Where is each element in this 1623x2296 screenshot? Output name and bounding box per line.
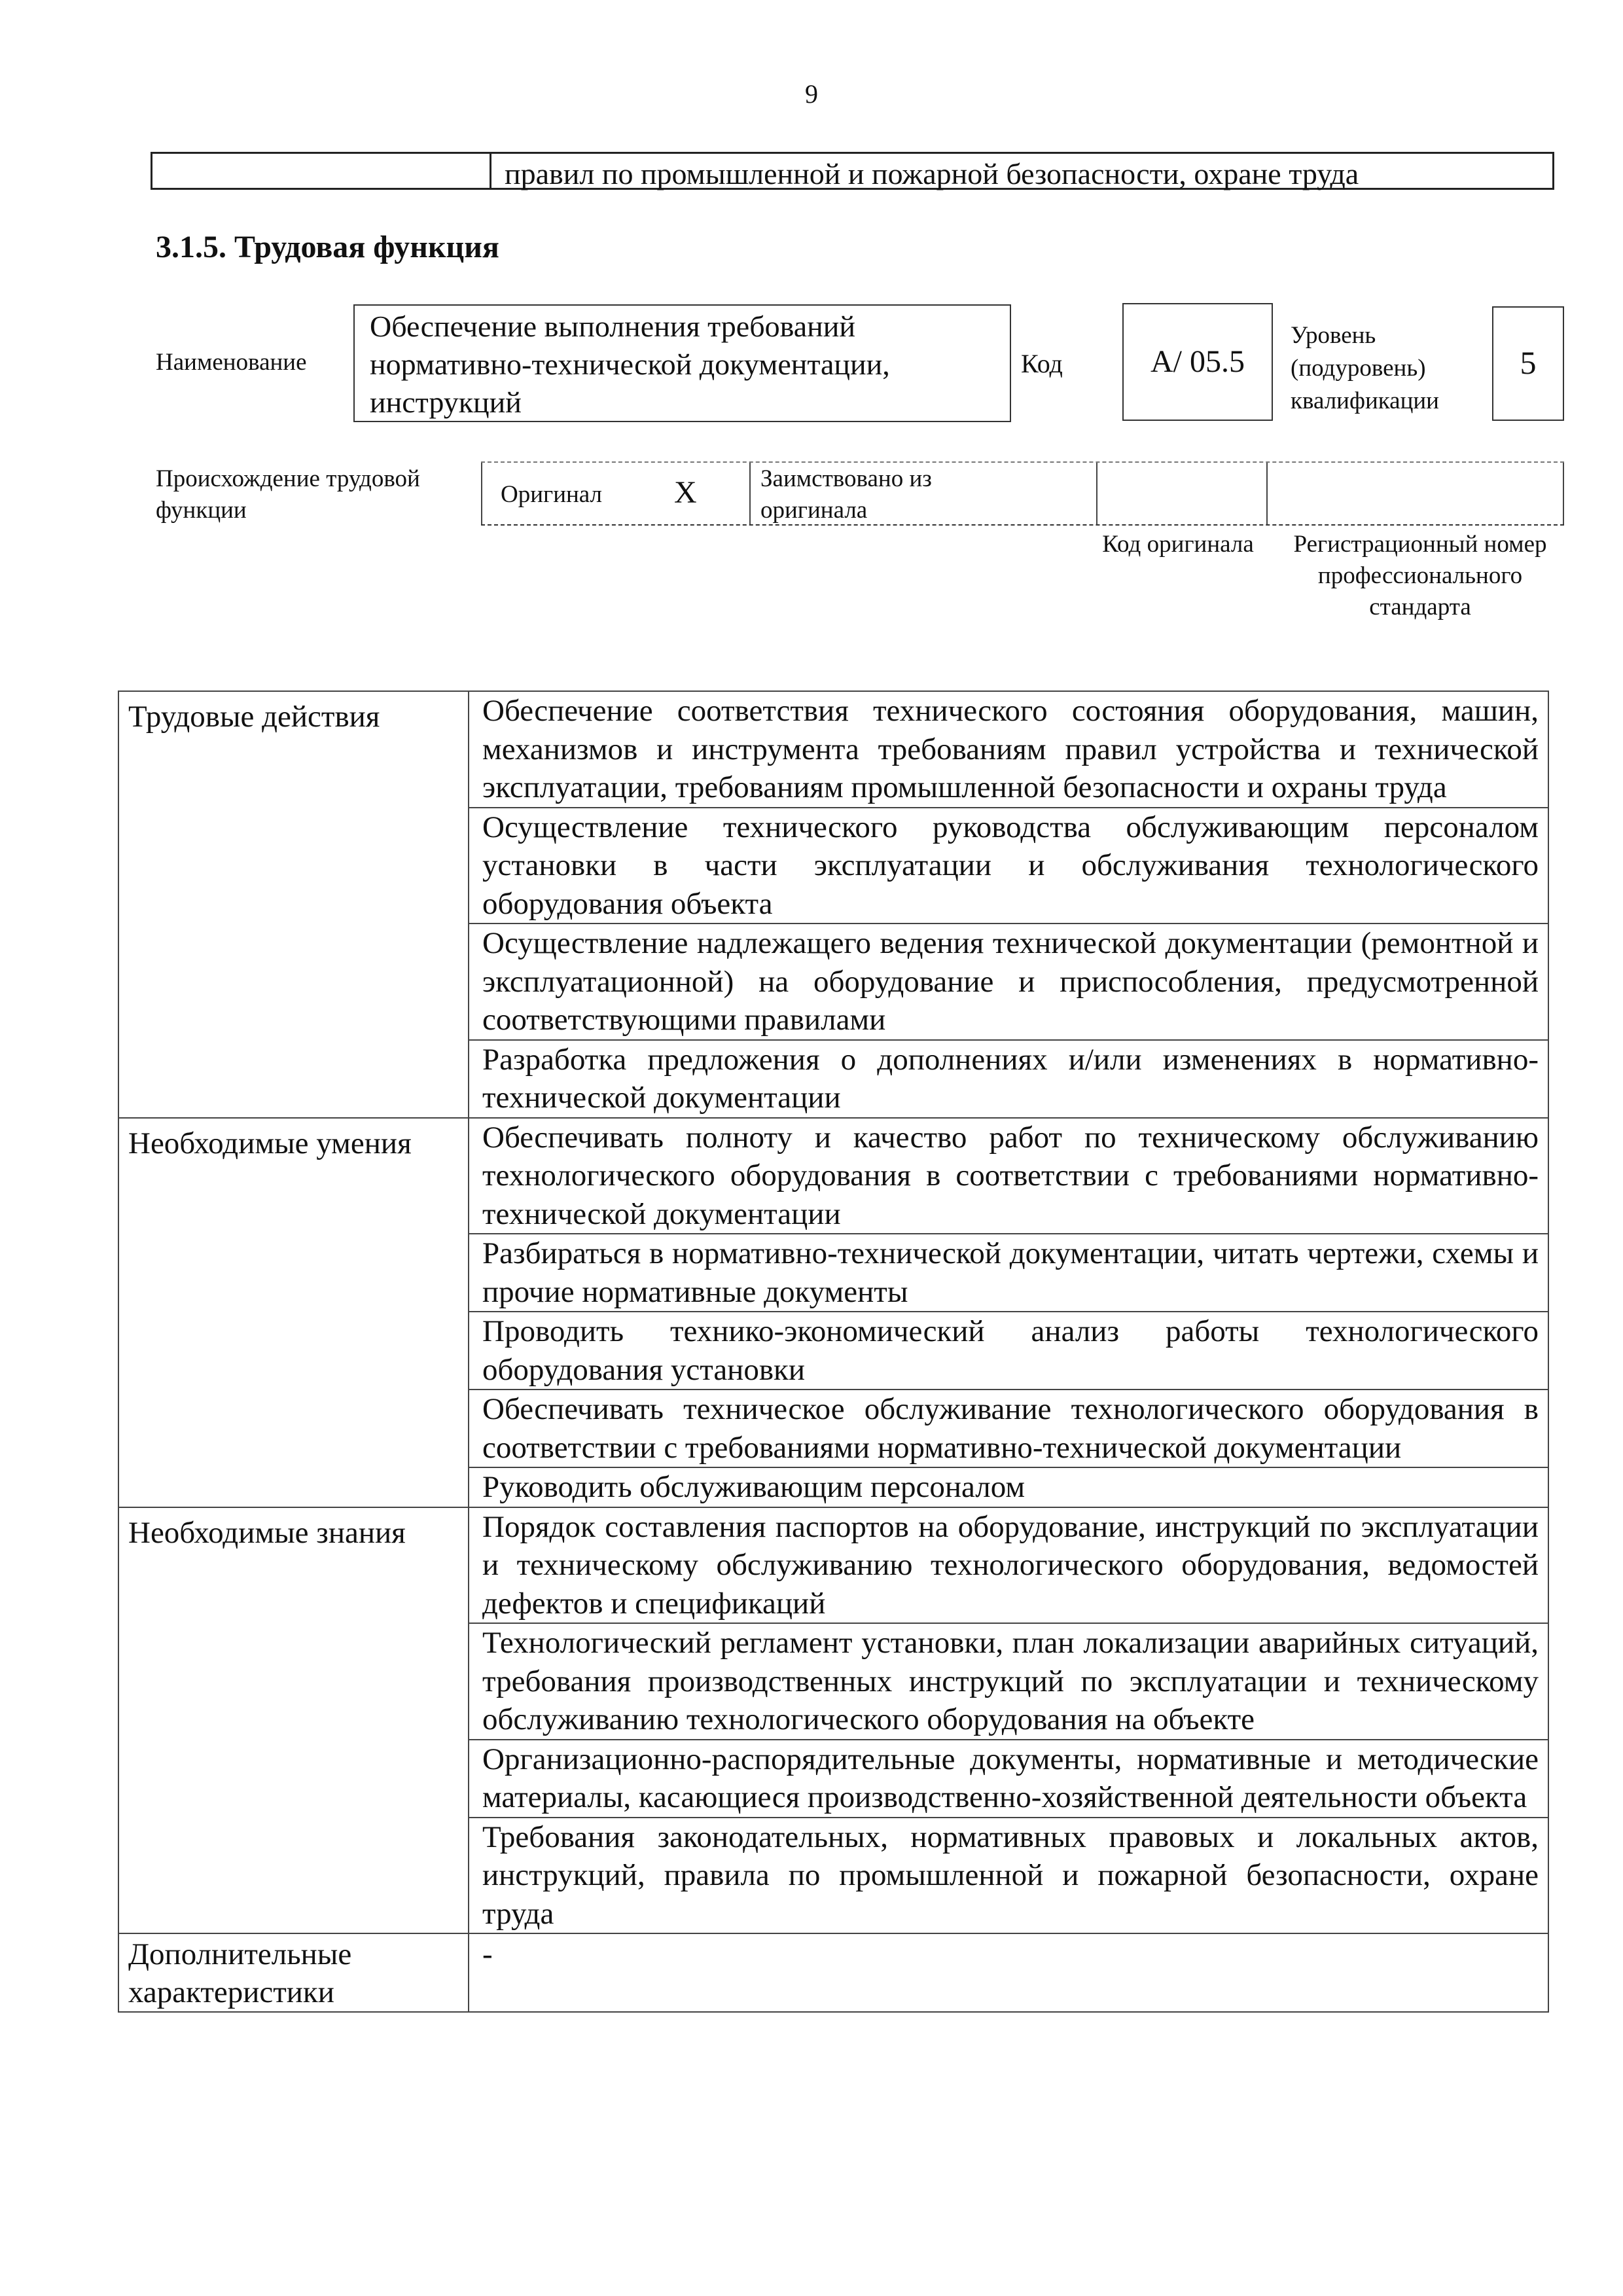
- origin-divider: [1563, 463, 1564, 524]
- table-cell: Организационно-распорядительные документы, нормативные и методические материалы, касающиеся производственно-хозяйственной деятельности объекта: [469, 1740, 1548, 1818]
- code-label: Код: [1021, 349, 1063, 378]
- function-name: Обеспечение выполнения требований нормативно-технической документации, инструкций: [370, 310, 890, 419]
- table-cell: Обеспечивать полноту и качество работ по техническому обслуживанию технологического оборудования в соответствии с требованиями нормативно-технической документации: [469, 1118, 1548, 1234]
- original-label: Оригинал: [501, 481, 603, 508]
- table-cell: -: [469, 1933, 1548, 2012]
- level-label: Уровень (подуровень) квалификации: [1291, 322, 1439, 414]
- reg-number-caption: Регистрационный номер профессионального стандарта: [1293, 531, 1547, 620]
- origin-label: Происхождение трудовой функции: [156, 465, 420, 524]
- borrowed-label: Заимствовано из оригинала: [760, 465, 932, 524]
- previous-table-fragment: [151, 152, 1554, 190]
- section-label-additional: Дополнительные характеристики: [118, 1933, 469, 2012]
- table-row: [118, 1118, 1548, 1234]
- original-mark: X: [674, 475, 697, 510]
- table-row: [118, 691, 1548, 808]
- level-value: 5: [1520, 344, 1537, 381]
- origin-divider: [481, 463, 482, 524]
- section-label-actions: Трудовые действия: [118, 691, 469, 1118]
- table-cell: Осуществление надлежащего ведения технической документации (ремонтной и эксплуатационной) на оборудование и приспособления, предусмотренной соответствующими правилами: [469, 924, 1548, 1040]
- table-row: [118, 1933, 1548, 2012]
- origin-box: [481, 461, 1564, 526]
- code-original-caption: Код оригинала: [1102, 531, 1254, 558]
- name-label: Наименование: [156, 349, 307, 376]
- table-cell: Руководить обслуживающим персоналом: [469, 1467, 1548, 1507]
- table-cell: Требования законодательных, нормативных правовых и локальных актов, инструкций, правила по промышленной и пожарной безопасности, охране труда: [469, 1818, 1548, 1934]
- table-cell: Разбираться в нормативно-технической документации, читать чертежи, схемы и прочие нормативные документы: [469, 1234, 1548, 1312]
- table-row: [118, 1507, 1548, 1624]
- section-label-knowledge: Необходимые знания: [118, 1507, 469, 1934]
- origin-divider: [1266, 463, 1268, 524]
- table-cell: Обеспечение соответствия технического состояния оборудования, машин, механизмов и инструмента требованиям правил устройства и технической эксплуатации, требованиям промышленной безопасности и охраны труда: [469, 691, 1548, 808]
- page-number: 9: [805, 79, 818, 109]
- code-value: А/ 05.5: [1150, 344, 1245, 379]
- table-cell: Технологический регламент установки, план локализации аварийных ситуаций, требования производственных инструкций по эксплуатации и техническому обслуживанию технологического оборудования на объекте: [469, 1623, 1548, 1740]
- table-cell: Порядок составления паспортов на оборудование, инструкций по эксплуатации и техническому обслуживанию технологического оборудования, ведомостей дефектов и спецификаций: [469, 1507, 1548, 1624]
- table-cell: Обеспечивать техническое обслуживание технологического оборудования в соответствии с требованиями нормативно-технической документации: [469, 1390, 1548, 1467]
- function-details-table: [118, 691, 1549, 2013]
- fragment-text: правил по промышленной и пожарной безопасности, охране труда: [505, 157, 1359, 190]
- table-cell: Осуществление технического руководства обслуживающим персоналом установки в части эксплуатации и обслуживания технологического оборудования объекта: [469, 808, 1548, 924]
- fragment-empty-cell: [152, 154, 491, 188]
- section-label-skills: Необходимые умения: [118, 1118, 469, 1507]
- table-cell: Проводить технико-экономический анализ работы технологического оборудования установки: [469, 1312, 1548, 1390]
- origin-divider: [749, 463, 751, 524]
- section-title: 3.1.5. Трудовая функция: [156, 230, 499, 264]
- table-cell: Разработка предложения о дополнениях и/или изменениях в нормативно-технической документации: [469, 1040, 1548, 1118]
- origin-divider: [1096, 463, 1097, 524]
